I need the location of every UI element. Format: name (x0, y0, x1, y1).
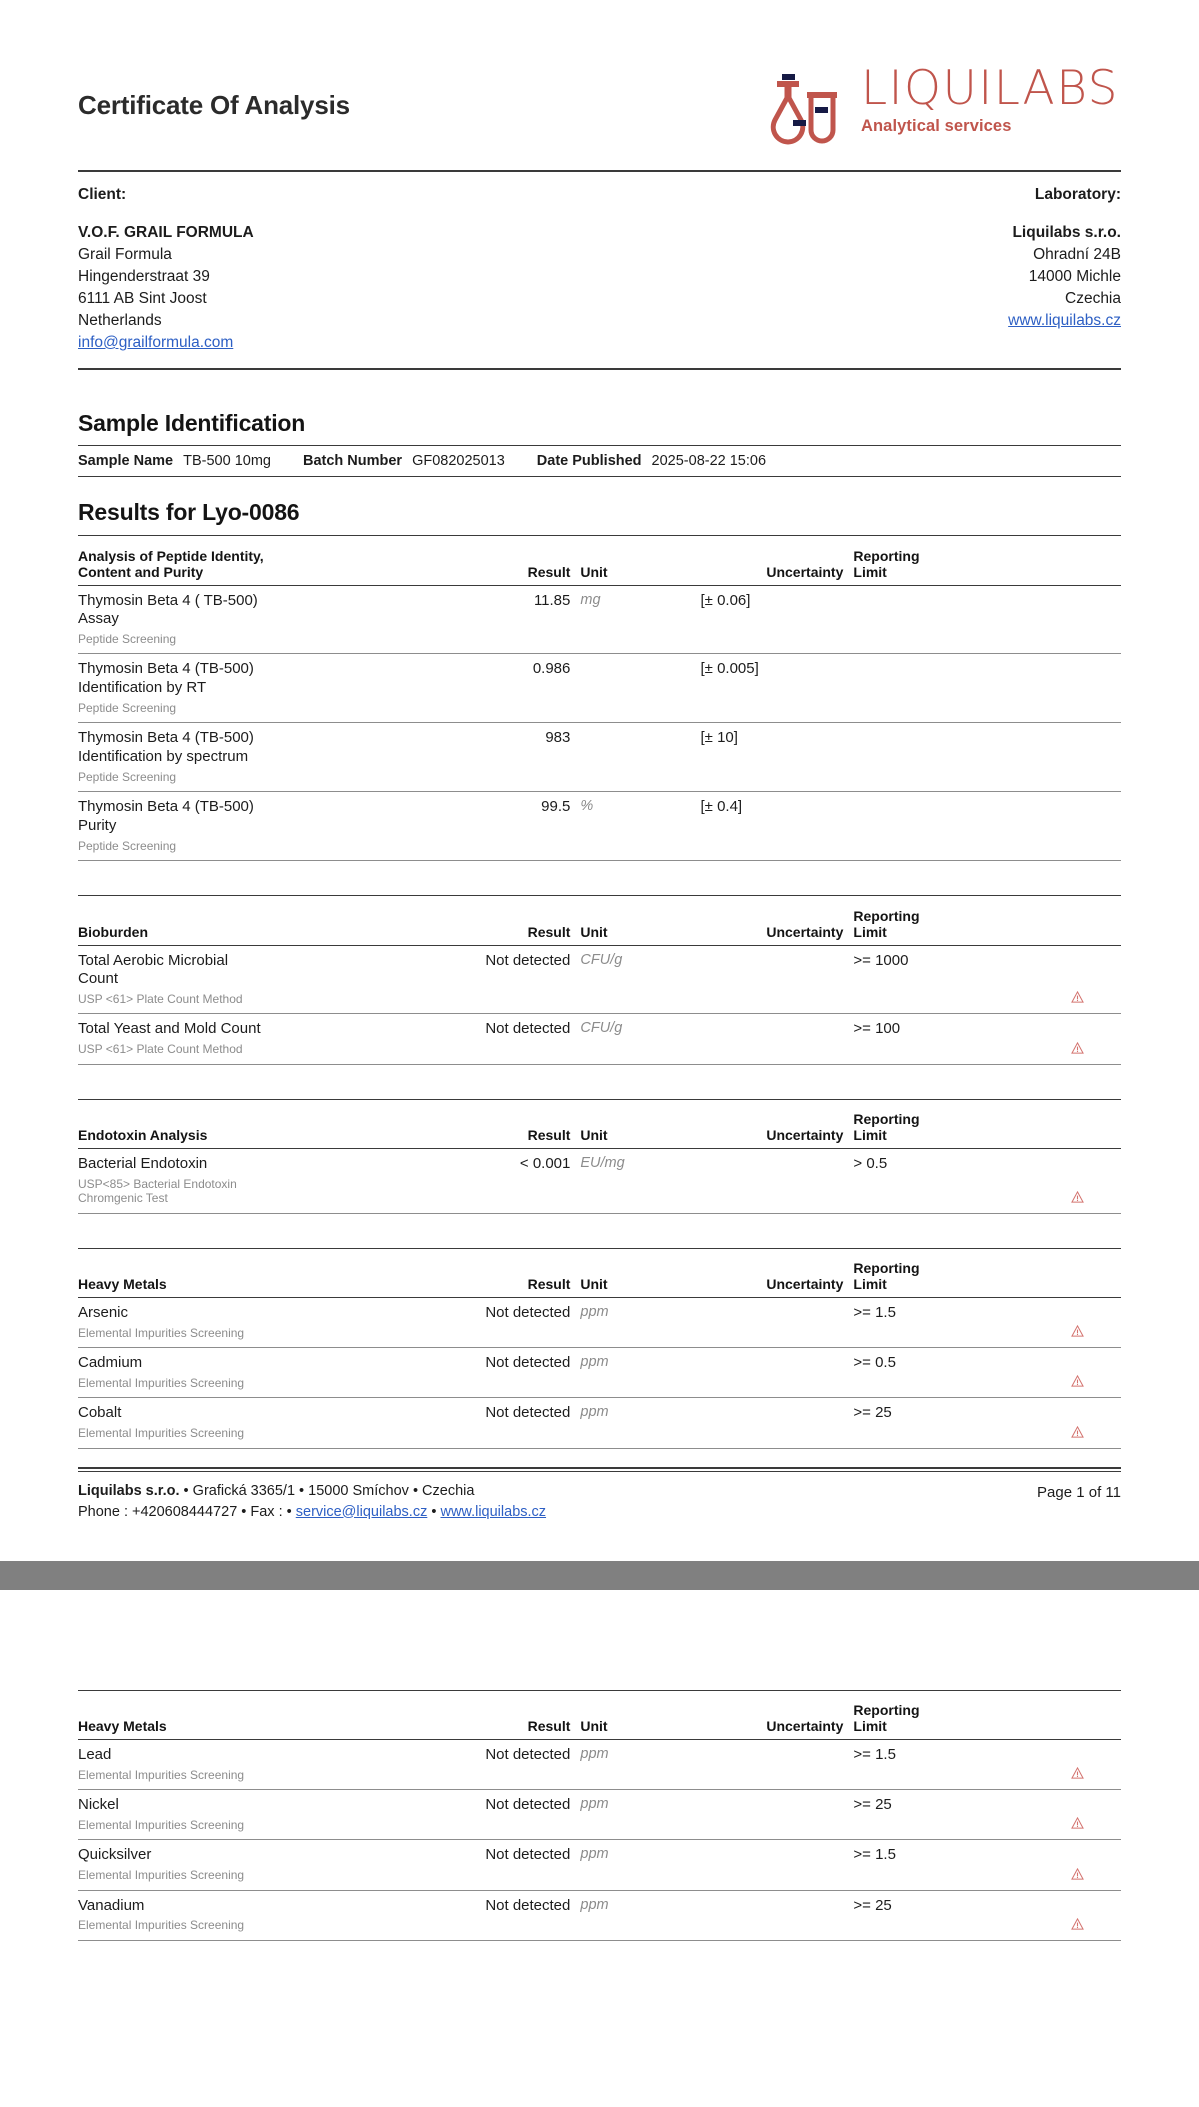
footer-separator: • (427, 1503, 441, 1520)
warning-flag-cell (1034, 1298, 1121, 1348)
analyte-cell (78, 1149, 438, 1214)
analyte-method: USP <61> Plate Count Method (78, 1042, 243, 1057)
date-published-label: Date Published (536, 453, 642, 469)
warning-flag-cell (1034, 1890, 1121, 1940)
warning-flag-cell (1034, 792, 1121, 861)
parties-block (78, 172, 1121, 368)
unit-value: ppm (580, 1890, 700, 1940)
warning-flag-cell (1034, 1398, 1121, 1448)
footer-address: • Grafická 3365/1 • 15000 Smíchov • Czechia (179, 1482, 475, 1499)
uncertainty-value (701, 1348, 854, 1398)
column-header-result: Result (438, 904, 580, 946)
analyte-name: Nickel (78, 1796, 119, 1814)
unit-value: ppm (580, 1840, 700, 1890)
column-header-analysis: Heavy Metals (78, 1698, 438, 1740)
footer-website-link[interactable]: www.liquilabs.cz (440, 1503, 547, 1520)
column-header-result: Result (438, 544, 580, 586)
column-header-uncertainty: Uncertainty (701, 544, 854, 586)
client-name: V.O.F. GRAIL FORMULA (78, 224, 254, 241)
column-header-reporting-limit: Reporting Limit (853, 1698, 1033, 1740)
sample-identification-strip (78, 446, 1121, 476)
client-address-line: Netherlands (78, 312, 162, 329)
warning-triangle-icon (1071, 1191, 1084, 1207)
warning-triangle-icon (1071, 1767, 1084, 1783)
column-header-unit: Unit (580, 544, 700, 586)
result-value: 99.5 (438, 792, 580, 861)
reporting-limit-value: >= 25 (853, 1790, 1033, 1840)
column-header-reporting-limit: Reporting Limit (853, 904, 1033, 946)
results-title: Results for Lyo-0086 (78, 499, 300, 525)
column-header-reporting-limit: Reporting Limit (853, 1107, 1033, 1149)
warning-flag-cell (1034, 654, 1121, 723)
page-break-band (0, 1561, 1199, 1590)
laboratory-name: Liquilabs s.r.o. (1012, 224, 1121, 241)
unit-value: CFU/g (580, 1014, 700, 1064)
uncertainty-value (701, 1298, 854, 1348)
results-tables-container (78, 535, 1121, 1449)
warning-triangle-icon (1071, 991, 1084, 1007)
column-header-analysis: Bioburden (78, 904, 438, 946)
reporting-limit-value: > 0.5 (853, 1149, 1033, 1214)
analyte-name: Thymosin Beta 4 ( TB-500) Assay (78, 591, 258, 628)
column-header-analysis: Analysis of Peptide Identity, Content and Purity (78, 544, 438, 586)
column-header-analysis: Heavy Metals (78, 1256, 438, 1298)
laboratory-heading: Laboratory: (1034, 186, 1121, 203)
analyte-method: Elemental Impurities Screening (78, 1817, 245, 1832)
footer-email-link[interactable]: service@liquilabs.cz (295, 1503, 428, 1520)
analyte-cell (78, 723, 438, 792)
table-row (78, 1890, 1121, 1940)
warning-flag-cell (1034, 1740, 1121, 1790)
table-row (78, 585, 1121, 654)
result-value: Not detected (438, 1840, 580, 1890)
column-header-uncertainty: Uncertainty (701, 1107, 854, 1149)
analyte-cell (78, 1348, 438, 1398)
reporting-limit-value (853, 654, 1033, 723)
column-header-uncertainty: Uncertainty (701, 1256, 854, 1298)
batch-number-value: GF082025013 (412, 453, 505, 469)
results-table (78, 535, 1121, 861)
reporting-limit-value: >= 25 (853, 1398, 1033, 1448)
result-value: Not detected (438, 1398, 580, 1448)
table-row (78, 1740, 1121, 1790)
table-row (78, 1840, 1121, 1890)
analyte-name: Vanadium (78, 1896, 145, 1914)
unit-value: mg (580, 585, 700, 654)
unit-value: ppm (580, 1348, 700, 1398)
flask-and-test-tube-icon (765, 62, 851, 148)
analyte-method: Elemental Impurities Screening (78, 1376, 245, 1391)
reporting-limit-value (853, 792, 1033, 861)
client-heading: Client: (78, 186, 127, 203)
unit-value (580, 723, 700, 792)
analyte-method: Elemental Impurities Screening (78, 1767, 245, 1782)
result-value: 983 (438, 723, 580, 792)
laboratory-block (1008, 184, 1121, 354)
reporting-limit-value (853, 723, 1033, 792)
uncertainty-value (701, 1840, 854, 1890)
result-value: Not detected (438, 1348, 580, 1398)
table-row (78, 792, 1121, 861)
analyte-name: Total Yeast and Mold Count (78, 1020, 261, 1038)
warning-flag-cell (1034, 945, 1121, 1014)
reporting-limit-value: >= 1000 (853, 945, 1033, 1014)
column-header-reporting-limit: Reporting Limit (853, 544, 1033, 586)
warning-triangle-icon (1071, 1918, 1084, 1934)
column-header-unit: Unit (580, 904, 700, 946)
analyte-cell (78, 654, 438, 723)
unit-value: ppm (580, 1790, 700, 1840)
uncertainty-value (701, 1149, 854, 1214)
analyte-name: Cobalt (78, 1404, 122, 1422)
analyte-method: USP <61> Plate Count Method (78, 992, 243, 1007)
client-address-line: Hingenderstraat 39 (78, 268, 210, 285)
parties-divider (78, 368, 1121, 370)
analyte-cell (78, 1398, 438, 1448)
analyte-name: Thymosin Beta 4 (TB-500) Identification by spectrum (78, 729, 254, 766)
analyte-method: Elemental Impurities Screening (78, 1868, 245, 1883)
results-table (78, 1099, 1121, 1214)
uncertainty-value: [± 10] (701, 723, 854, 792)
uncertainty-value (701, 945, 854, 1014)
warning-triangle-icon (1071, 1375, 1084, 1391)
analyte-name: Total Aerobic Microbial Count (78, 951, 229, 988)
client-address-line: 6111 AB Sint Joost (78, 290, 207, 307)
reporting-limit-value: >= 1.5 (853, 1740, 1033, 1790)
results-table (78, 895, 1121, 1065)
result-value: Not detected (438, 1890, 580, 1940)
analyte-cell (78, 945, 438, 1014)
analyte-name: Quicksilver (78, 1846, 152, 1864)
result-value: Not detected (438, 1790, 580, 1840)
uncertainty-value: [± 0.005] (701, 654, 854, 723)
warning-flag-cell (1034, 1790, 1121, 1840)
analyte-cell (78, 1014, 438, 1064)
unit-value: CFU/g (580, 945, 700, 1014)
footer-phone: Phone : +420608444727 • Fax : • (78, 1503, 296, 1520)
result-value: Not detected (438, 1014, 580, 1064)
warning-flag-cell (1034, 723, 1121, 792)
laboratory-website-link[interactable]: www.liquilabs.cz (1008, 312, 1121, 329)
date-published-value: 2025-08-22 15:06 (651, 453, 767, 469)
analyte-name: Thymosin Beta 4 (TB-500) Identification by RT (78, 660, 254, 697)
footer-company: Liquilabs s.r.o. (78, 1482, 180, 1499)
column-header-result: Result (438, 1107, 580, 1149)
uncertainty-value (701, 1740, 854, 1790)
batch-number-label: Batch Number (302, 453, 403, 469)
warning-flag-cell (1034, 1149, 1121, 1214)
analyte-method: Peptide Screening (78, 769, 177, 784)
analyte-cell (78, 792, 438, 861)
column-header-reporting-limit: Reporting Limit (853, 1256, 1033, 1298)
unit-value (580, 654, 700, 723)
results-table (78, 1690, 1121, 1941)
warning-flag-cell (1034, 585, 1121, 654)
logo-wordmark: LIQUILABS (860, 61, 1119, 116)
uncertainty-value (701, 1398, 854, 1448)
reporting-limit-value: >= 0.5 (853, 1348, 1033, 1398)
page-title: Certificate Of Analysis (78, 89, 350, 120)
result-value: 11.85 (438, 585, 580, 654)
column-header-analysis: Endotoxin Analysis (78, 1107, 438, 1149)
analyte-method: Peptide Screening (78, 838, 177, 853)
uncertainty-value: [± 0.4] (701, 792, 854, 861)
unit-value: EU/mg (580, 1149, 700, 1214)
laboratory-address-line: 14000 Michle (1028, 268, 1121, 285)
logo-tagline: Analytical services (860, 117, 1012, 136)
page-number: Page 1 of 11 (1037, 1483, 1121, 1501)
uncertainty-value (701, 1014, 854, 1064)
warning-flag-cell (1034, 1348, 1121, 1398)
result-value: Not detected (438, 1740, 580, 1790)
column-header-unit: Unit (580, 1698, 700, 1740)
analyte-cell (78, 1790, 438, 1840)
analyte-name: Thymosin Beta 4 (TB-500) Purity (78, 798, 254, 834)
sample-strip-bottom-rule (78, 476, 1121, 477)
sample-name-label: Sample Name (78, 453, 174, 469)
unit-value: ppm (580, 1298, 700, 1348)
result-value: Not detected (438, 945, 580, 1014)
analyte-name: Arsenic (78, 1304, 129, 1322)
uncertainty-value (701, 1790, 854, 1840)
reporting-limit-value: >= 25 (853, 1890, 1033, 1940)
table-row (78, 1790, 1121, 1840)
column-header-uncertainty: Uncertainty (701, 904, 854, 946)
reporting-limit-value: >= 100 (853, 1014, 1033, 1064)
sample-name-value: TB-500 10mg (183, 453, 271, 469)
warning-triangle-icon (1071, 1042, 1084, 1058)
certificate-page-2 (0, 1590, 1199, 1941)
uncertainty-value: [± 0.06] (701, 585, 854, 654)
client-address-line: Grail Formula (78, 246, 172, 263)
reporting-limit-value: >= 1.5 (853, 1840, 1033, 1890)
page-footer (78, 1467, 1121, 1523)
analyte-method: Elemental Impurities Screening (78, 1426, 245, 1441)
warning-flag-cell (1034, 1014, 1121, 1064)
table-row (78, 654, 1121, 723)
analyte-name: Bacterial Endotoxin (78, 1155, 208, 1173)
uncertainty-value (701, 1890, 854, 1940)
unit-value: % (580, 792, 700, 861)
laboratory-address-line: Czechia (1065, 290, 1121, 307)
analyte-cell (78, 1298, 438, 1348)
result-value: Not detected (438, 1298, 580, 1348)
result-value: 0.986 (438, 654, 580, 723)
table-row (78, 945, 1121, 1014)
analyte-method: Elemental Impurities Screening (78, 1325, 245, 1340)
table-row (78, 1014, 1121, 1064)
table-row (78, 723, 1121, 792)
analyte-cell (78, 1840, 438, 1890)
unit-value: ppm (580, 1398, 700, 1448)
reporting-limit-value (853, 585, 1033, 654)
column-header-result: Result (438, 1256, 580, 1298)
client-email-link[interactable]: info@grailformula.com (78, 334, 234, 351)
column-header-result: Result (438, 1698, 580, 1740)
result-value: < 0.001 (438, 1149, 580, 1214)
analyte-method: Peptide Screening (78, 700, 177, 715)
column-header-unit: Unit (580, 1107, 700, 1149)
unit-value: ppm (580, 1740, 700, 1790)
analyte-method: Chromgenic Test (78, 1191, 168, 1206)
analyte-method: USP<85> Bacterial Endotoxin (78, 1176, 237, 1191)
table-row (78, 1348, 1121, 1398)
column-header-uncertainty: Uncertainty (701, 1698, 854, 1740)
table-row (78, 1298, 1121, 1348)
warning-flag-cell (1034, 1840, 1121, 1890)
table-row (78, 1149, 1121, 1214)
laboratory-address-line: Ohradní 24B (1033, 246, 1121, 263)
warning-triangle-icon (1071, 1325, 1084, 1341)
warning-triangle-icon (1071, 1817, 1084, 1833)
analyte-method: Elemental Impurities Screening (78, 1918, 245, 1933)
liquilabs-logo (765, 62, 1121, 148)
column-header-unit: Unit (580, 1256, 700, 1298)
warning-triangle-icon (1071, 1426, 1084, 1442)
sample-identification-title: Sample Identification (78, 410, 306, 436)
footer-contact (78, 1481, 546, 1523)
document-header (78, 0, 1121, 170)
analyte-cell (78, 1740, 438, 1790)
analyte-name: Cadmium (78, 1354, 143, 1372)
client-block (78, 184, 254, 354)
results-table (78, 1248, 1121, 1449)
analyte-cell (78, 585, 438, 654)
reporting-limit-value: >= 1.5 (853, 1298, 1033, 1348)
analyte-name: Lead (78, 1746, 112, 1764)
page2-results-container (78, 1690, 1121, 1941)
analyte-cell (78, 1890, 438, 1940)
analyte-method: Peptide Screening (78, 632, 177, 646)
warning-triangle-icon (1071, 1868, 1084, 1884)
table-row (78, 1398, 1121, 1448)
